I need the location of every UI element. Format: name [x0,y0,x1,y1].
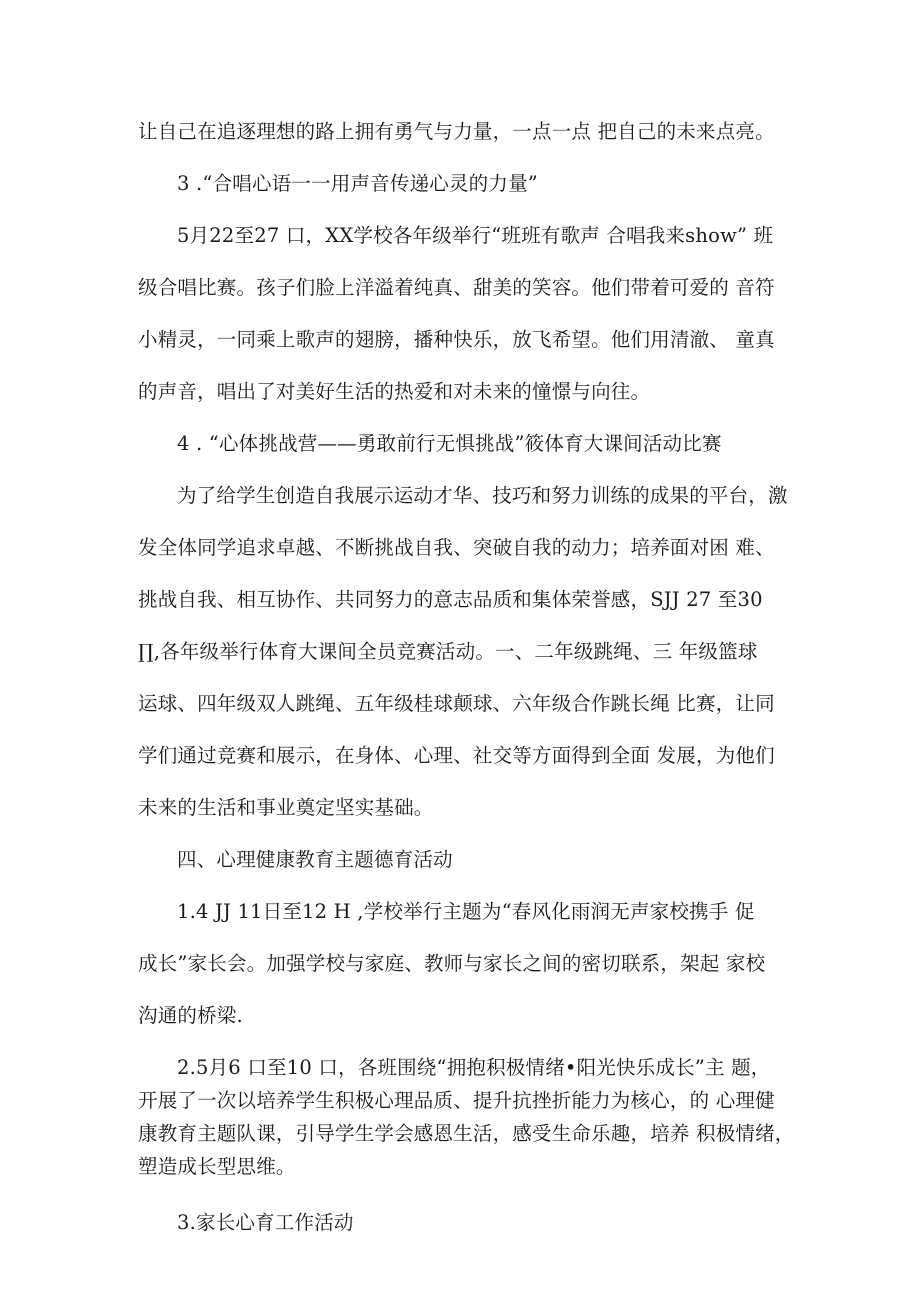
paragraph-line: 成长”家长会。加强学校与家庭、教师与家长之间的密切联系，架起 家校 [138,952,766,975]
paragraph-line: 学们通过竞赛和展示，在身体、心理、社交等方面得到全面 发展，为他们 [138,744,775,767]
subheading-4: 4 . “心体挑战营——勇敢前行无惧挑战”筱体育大课间活动比赛 [177,432,722,455]
paragraph-line: 小精灵，一同乘上歌声的翅膀，播种快乐，放飞希望。他们用清澈、 童真 [138,328,775,351]
paragraph-line: 级合唱比赛。孩子们脸上洋溢着纯真、甜美的笑容。他们带着可爱的 音符 [138,276,775,299]
paragraph-line: 让自己在追逐理想的路上拥有勇气与力量，一点一点 把自己的未来点亮。 [138,120,775,143]
paragraph-line: ∏,各年级举行体育大课间全员竞赛活动。一、二年级跳绳、三 年级篮球 [138,640,758,663]
paragraph-line: 发全体同学追求卓越、不断挑战自我、突破自我的动力；培养面对困 难、 [138,536,775,559]
section-heading: 四、心理健康教育主题德育活动 [177,848,453,871]
paragraph-line: 1.4 JJ 11日至12 H ,学校举行主题为“春风化雨润无声家校携手 促 [177,900,755,923]
paragraph-line: 5月22至27 口，XX学校各年级举行“班班有歌声 合唱我来show” 班 [177,224,774,247]
paragraph-line: 塑造成长型思维。 [138,1155,296,1178]
paragraph-line: 开展了一次以培养学生积极心理品质、提升抗挫折能力为核心，的 心理健 [138,1089,775,1112]
subheading-3: 3 .“合唱心语一一用声音传递心灵的力量” [177,172,538,195]
paragraph-line: 挑战自我、相互协作、共同努力的意志品质和集体荣誉感，SJJ 27 至30 [138,588,763,611]
paragraph-line: 康教育主题队课，引导学生学会感恩生活，感受生命乐趣，培养 积极情绪， [138,1122,795,1145]
paragraph-line: 2.5月6 口至10 口，各班围绕“拥抱积极情绪•阳光快乐成长”主 题， [177,1056,771,1079]
paragraph-line: 沟通的桥梁. [138,1004,243,1027]
paragraph-line: 未来的生活和事业奠定坚实基础。 [138,796,434,819]
paragraph-line: 运球、四年级双人跳绳、五年级桂球颠球、六年级合作跳长绳 比赛，让同 [138,692,775,715]
list-item-heading: 3.家长心育工作活动 [177,1211,354,1234]
paragraph-line: 的声音，唱出了对美好生活的热爱和对未来的憧憬与向往。 [138,380,651,403]
paragraph-line: 为了给学生创造自我展示运动才华、技巧和努力训练的成果的平台，激 [177,484,788,507]
